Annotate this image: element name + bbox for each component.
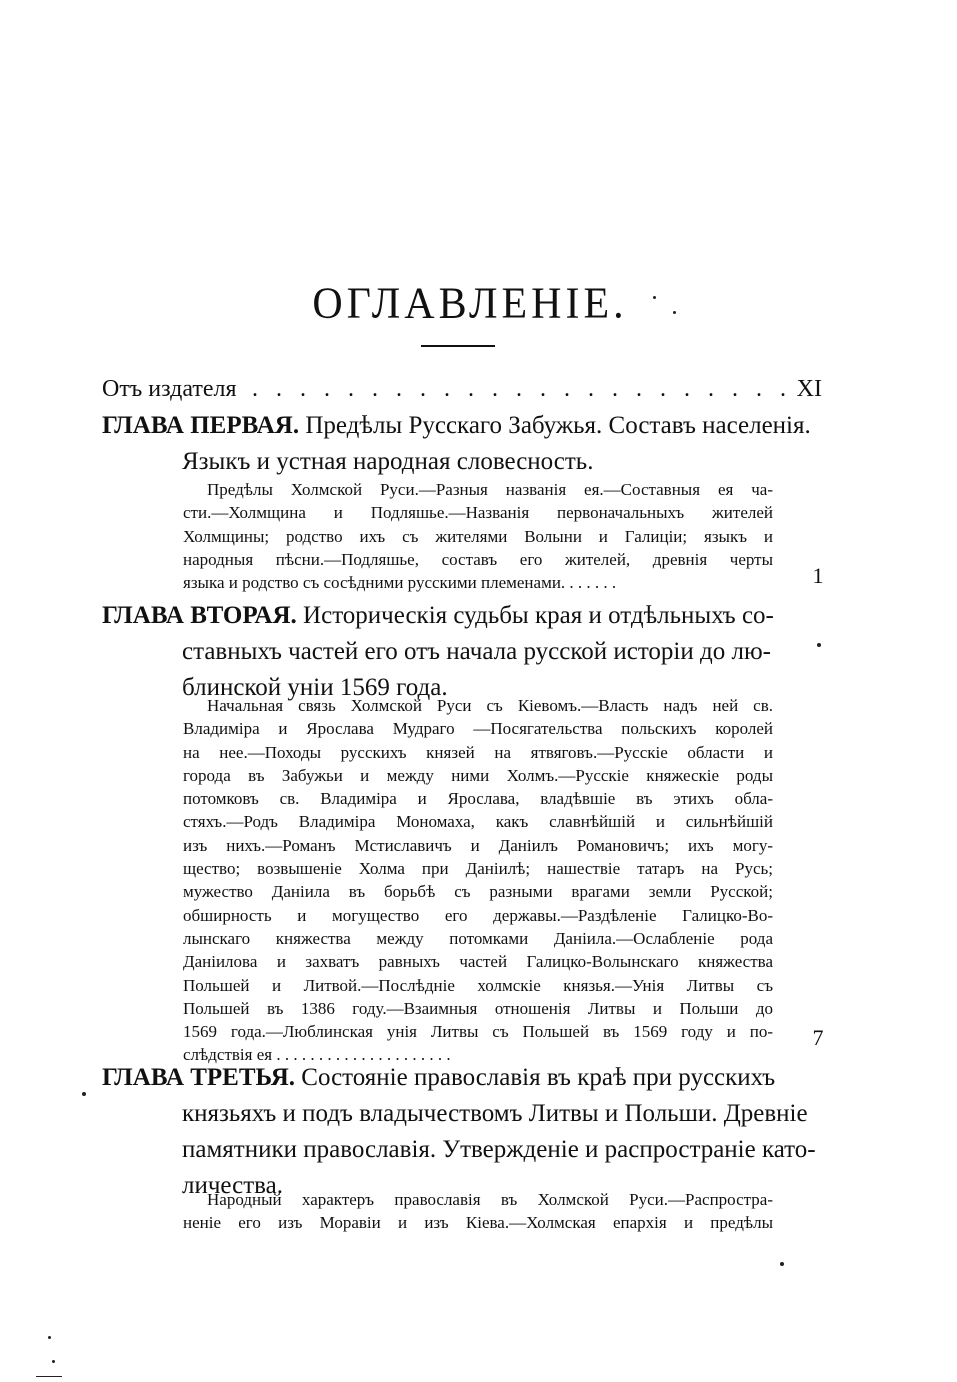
chapter-3-heading-line: личества. — [182, 1172, 283, 1199]
print-speck — [653, 296, 656, 299]
chapter-1-page-number: 1 — [812, 563, 824, 588]
leader-dots: . . . . . . . . . . . . . . . . . . . . . . . — [252, 376, 792, 402]
summary-line: народныя пѣсни.—Подляшье, составъ его жителей, древнія черты — [183, 549, 773, 569]
summary-line: языка и родство съ сосѣдними русскими племенами. . . . . . . — [183, 573, 617, 593]
summary-line: Польшей и Литвой.—Послѣдніе холмскіе князья.—Унія Литвы съ — [183, 975, 773, 995]
toc-entry-publisher — [102, 373, 822, 405]
print-speck — [673, 311, 676, 314]
summary-line: Владиміра и Ярослава Мудраго —Посягательства польскихъ королей — [183, 719, 773, 739]
summary-line: стяхъ.—Родъ Владиміра Мономаха, какъ славнѣйшій и сильнѣйшій — [183, 812, 773, 832]
print-speck — [52, 1360, 55, 1363]
summary-line: слѣдствія ея . . . . . . . . . . . . . . . . . . . . . — [183, 1045, 451, 1065]
summary-line: Даніилова и захватъ равныхъ частей Галицко-Волынскаго княжества — [183, 952, 773, 972]
summary-line: на нее.—Походы русскихъ князей на ятвяговъ.—Русскіе области и — [183, 742, 773, 762]
chapter-2-label: ГЛАВА ВТОРАЯ. — [102, 602, 297, 629]
summary-line: изъ нихъ.—Романъ Мстиславичъ и Даніилъ Романовичъ; ихъ могу- — [183, 835, 773, 855]
chapter-3-heading-line: Состояніе православія въ краѣ при русскихъ — [301, 1064, 776, 1091]
summary-line: Начальная связь Холмской Руси съ Кіевомъ.—Власть надъ ней св. — [207, 696, 773, 715]
chapter-1-label: ГЛАВА ПЕРВАЯ. — [102, 412, 300, 439]
summary-line: обширность и могущество его державы.—Раздѣленіе Галицко-Во- — [183, 905, 773, 925]
print-speck — [36, 1376, 62, 1377]
chapter-2-heading-line: ставныхъ частей его отъ начала русской исторіи до лю- — [182, 638, 771, 665]
print-speck — [817, 643, 821, 647]
publisher-label: Отъ издателя — [102, 376, 237, 402]
chapter-1-heading — [102, 408, 811, 480]
chapter-2-heading — [102, 598, 792, 706]
chapter-3-summary — [183, 1188, 773, 1235]
summary-line: Польшей въ 1386 году.—Взаимныя отношенія Литвы и Польши до — [183, 998, 773, 1018]
chapter-2-heading-line: Историческія судьбы края и отдѣльныхъ со- — [303, 602, 774, 629]
summary-line: сти.—Холмщина и Подляшье.—Названія первоначальныхъ жителей — [183, 503, 773, 523]
chapter-1-summary — [183, 478, 773, 594]
chapter-1-heading-line: Предѣлы Русскаго Забужья. Составъ населенія. — [305, 412, 811, 439]
chapter-1-heading-line: Языкъ и устная народная словесность. — [182, 448, 594, 475]
chapter-3-heading-line: памятники православія. Утвержденіе и распространіе като- — [182, 1136, 816, 1163]
print-speck — [82, 1092, 86, 1096]
summary-line: 1569 года.—Люблинская унія Литвы съ Польшей въ 1569 году и по- — [183, 1022, 773, 1042]
chapter-3-heading — [102, 1060, 816, 1204]
page-title: ОГЛАВЛЕНІЕ. — [312, 279, 628, 329]
chapter-2-heading-line: блинской уніи 1569 года. — [182, 674, 448, 701]
summary-line: лынскаго княжества между потомками Даніила.—Ослабленіе рода — [183, 928, 773, 948]
chapter-2-summary — [183, 694, 773, 1067]
summary-line: Холмщины; родство ихъ съ жителями Волыни и Галиціи; языкъ и — [183, 526, 773, 546]
summary-line: города въ Забужьи и между ними Холмъ.—Русскіе княжескіе роды — [183, 765, 773, 785]
print-speck — [48, 1336, 51, 1339]
summary-line: щество; возвышеніе Холма при Даніилѣ; нашествіе татаръ на Русь; — [183, 859, 773, 879]
page-number: XI — [796, 376, 822, 402]
summary-line: потомковъ св. Владиміра и Ярослава, владѣвшіе въ этихъ обла- — [183, 789, 773, 809]
print-speck — [780, 1262, 784, 1266]
summary-line: Предѣлы Холмской Руси.—Разныя названія ея.—Составныя ея ча- — [207, 480, 773, 499]
summary-line: неніе его изъ Моравіи и изъ Кіева.—Холмская епархія и предѣлы — [183, 1213, 773, 1233]
chapter-2-page-number: 7 — [812, 1025, 824, 1050]
chapter-3-heading-line: князьяхъ и подъ владычествомъ Литвы и Польши. Древніе — [182, 1100, 808, 1127]
chapter-3-label: ГЛАВА ТРЕТЬЯ. — [102, 1064, 296, 1091]
summary-line: мужество Даніила въ борьбѣ съ разными врагами земли Русской; — [183, 882, 773, 902]
title-underline — [421, 345, 495, 347]
summary-line: Народный характеръ православія въ Холмской Руси.—Распростра- — [207, 1190, 773, 1209]
